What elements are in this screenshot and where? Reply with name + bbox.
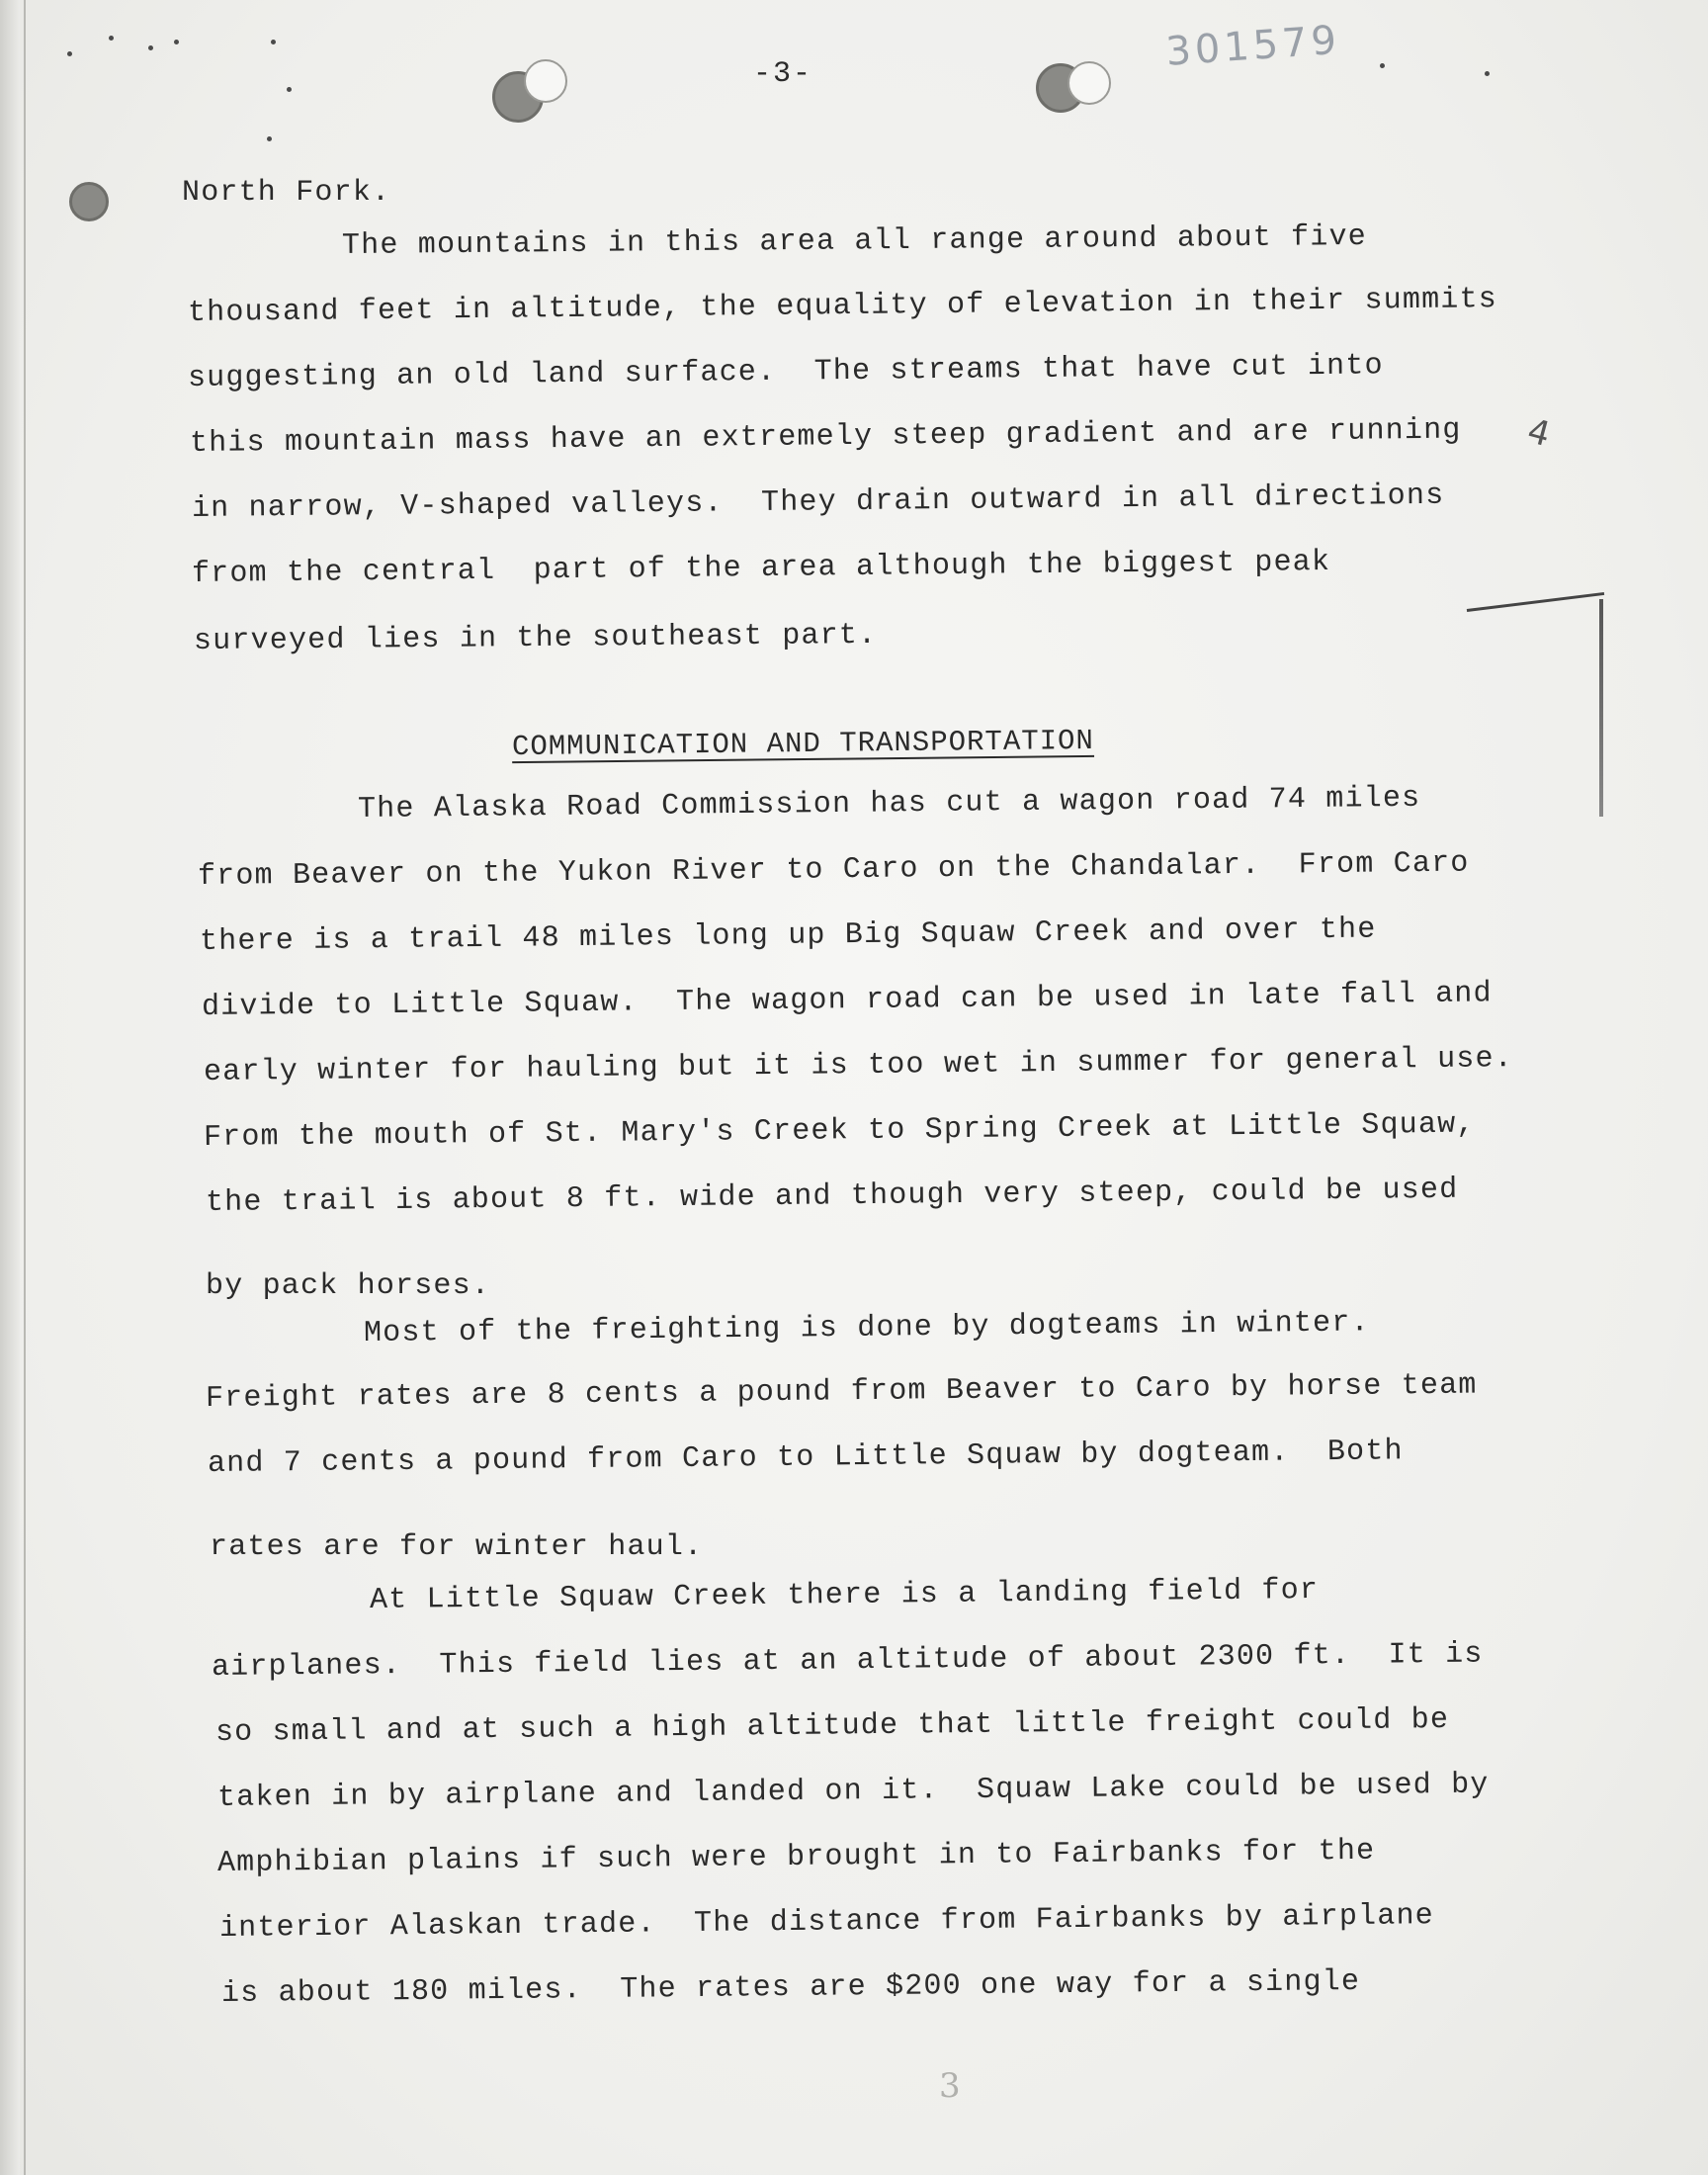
text-line: from Beaver on the Yukon River to Caro on the Chandalar. From Caro <box>197 846 1470 894</box>
footer-page-number: 3 <box>939 2066 961 2106</box>
text-line: airplanes. This field lies at an altitude of about 2300 ft. It is <box>211 1637 1484 1685</box>
text-line: rates are for winter haul. <box>210 1530 704 1564</box>
text-line: Amphibian plains if such were brought in to Fairbanks for the <box>216 1834 1376 1880</box>
text-line: by pack horses. <box>206 1269 491 1303</box>
text-line: The Alaska Road Commission has cut a wagon road 74 miles <box>357 781 1421 826</box>
text-line: At Little Squaw Creek there is a landing field for <box>369 1573 1320 1617</box>
margin-bracket-vertical <box>1599 599 1603 817</box>
section-heading: COMMUNICATION AND TRANSPORTATION <box>511 724 1095 764</box>
page-number: -3- <box>753 57 813 91</box>
text-line: Most of the freighting is done by dogteams in winter. <box>363 1306 1370 1350</box>
text-line: thousand feet in altitude, the equality of elevation in their summits <box>187 283 1498 330</box>
pencil-margin-mark: 4 <box>1523 410 1555 456</box>
text-line: so small and at such a high altitude that little freight could be <box>214 1702 1450 1750</box>
archive-stamp: 301579 <box>1164 17 1342 75</box>
text-line: Freight rates are 8 cents a pound from Beaver to Caro by horse team <box>205 1368 1478 1416</box>
text-line: and 7 cents a pound from Caro to Little Squaw by dogteam. Both <box>207 1435 1404 1481</box>
text-line: there is a trail 48 miles long up Big Squaw Creek and over the <box>199 913 1377 959</box>
text-line: is about 180 miles. The rates are $200 one way for a single <box>220 1964 1361 2011</box>
text-line: divide to Little Squaw. The wagon road can be used in late fall and <box>201 977 1493 1024</box>
text-line: From the mouth of St. Mary's Creek to Spring Creek at Little Squaw, <box>203 1107 1476 1155</box>
text-line: suggesting an old land surface. The streams that have cut into <box>187 349 1384 395</box>
text-line: surveyed lies in the southeast part. <box>193 618 878 658</box>
text-line: the trail is about 8 ft. wide and though very steep, could be used <box>205 1173 1459 1220</box>
text-line: The mountains in this area all range around about five <box>341 219 1368 263</box>
text-line: taken in by airplane and landed on it. Squaw Lake could be used by <box>216 1768 1490 1815</box>
text-line: North Fork. <box>182 176 391 210</box>
text-line: in narrow, V-shaped valleys. They drain outward in all directions <box>191 478 1445 526</box>
text-line: early winter for hauling but it is too wet in summer for general use. <box>203 1042 1514 1089</box>
text-line: from the central part of the area although the biggest peak <box>191 545 1331 591</box>
text-line: this mountain mass have an extremely steep gradient and are running <box>189 413 1462 461</box>
text-line: interior Alaskan trade. The distance from Fairbanks by airplane <box>218 1899 1435 1946</box>
